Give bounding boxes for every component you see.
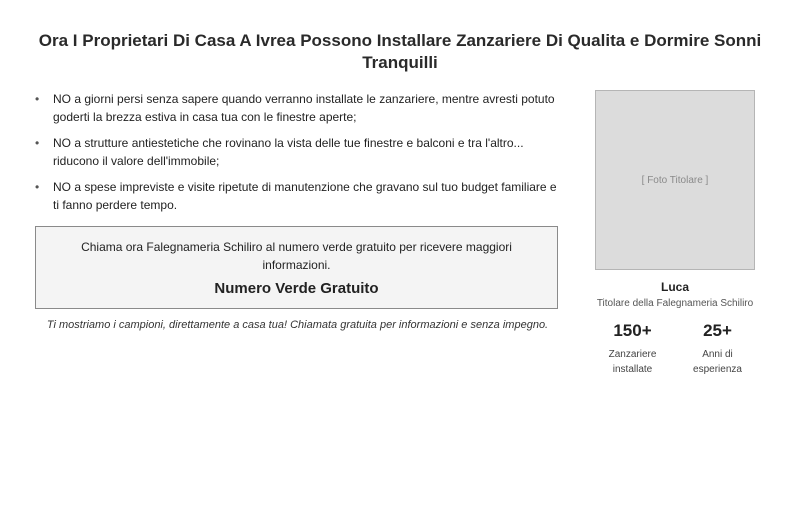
stats-row — [590, 321, 760, 377]
list-item — [35, 178, 560, 214]
photo-placeholder-label: [ Foto Titolare ] — [641, 174, 709, 186]
call-to-action-box — [35, 226, 558, 309]
list-item — [35, 90, 560, 126]
owner-photo-placeholder — [595, 90, 755, 270]
owner-card — [590, 90, 760, 377]
owner-role: Titolare della Falegnameria Schiliro — [596, 298, 754, 309]
stat-installed — [593, 321, 673, 377]
list-item-text: NO a giorni persi senza sapere quando verranno installate le zanzariere, mentre avresti potuto goderti la brezza estiva in casa tua con le finestre aperte; — [53, 92, 555, 124]
list-item-text: NO a strutture antiestetiche che rovinano la vista delle tue finestre e balconi e tra l'altro... riducono il valore dell'immobile; — [53, 136, 524, 168]
bullet-dot-icon: • — [35, 92, 40, 106]
stat-value: 25+ — [703, 321, 732, 340]
cta-description: Chiama ora Falegnameria Schiliro al numero verde gratuito per ricevere maggiori informazioni. — [81, 240, 512, 272]
stat-label: Zanzariere installate — [608, 349, 657, 375]
stat-experience — [678, 321, 758, 377]
owner-name: Luca — [660, 280, 689, 294]
stat-label: Anni di esperienza — [693, 349, 742, 375]
footnote-text: Ti mostriamo i campioni, direttamente a casa tua! Chiamata gratuita per informazioni e senza impegno. — [46, 319, 549, 331]
pain-points-list — [35, 90, 560, 214]
list-item — [35, 134, 560, 170]
bullet-dot-icon: • — [35, 136, 40, 150]
toll-free-number-button[interactable]: Numero Verde Gratuito — [214, 280, 379, 297]
bullet-dot-icon: • — [35, 180, 40, 194]
left-column — [35, 90, 560, 331]
list-item-text: NO a spese impreviste e visite ripetute di manutenzione che gravano sul tuo budget familiare e ti fanno perdere tempo. — [53, 180, 557, 212]
page-headline: Ora I Proprietari Di Casa A Ivrea Possono Installare Zanzariere Di Qualita e Dormire Sonni Tranquilli — [38, 31, 762, 72]
stat-value: 150+ — [613, 321, 652, 340]
